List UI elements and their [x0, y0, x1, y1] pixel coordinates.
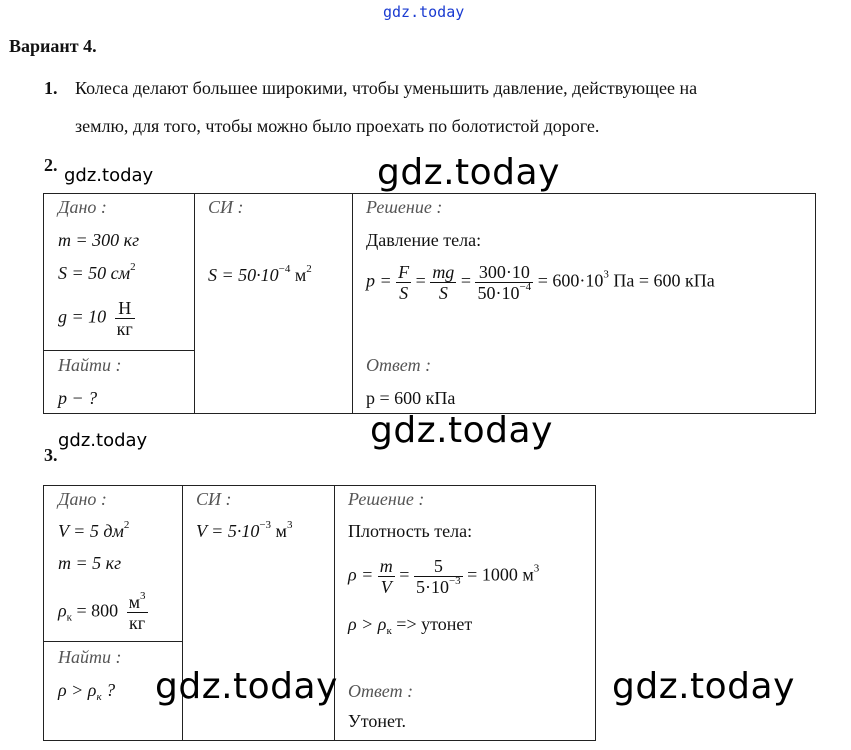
variant-title: Вариант 4.: [9, 36, 97, 56]
watermark-big-4: gdz.today: [612, 666, 795, 707]
task2-solution-label: Решение :: [366, 197, 443, 217]
watermark-big-1: gdz.today: [377, 152, 560, 193]
task3-solution-title: Плотность тела:: [348, 521, 473, 541]
task2-answer: p = 600 кПа: [366, 388, 456, 408]
task2-given-label: Дано :: [58, 197, 107, 217]
task2-number: 2.: [44, 155, 58, 175]
task1-number: 1.: [44, 78, 58, 98]
rho-unit-fraction: $\frac{м^3}{кг}$: [128, 590, 146, 633]
task3-answer-label: Ответ :: [348, 681, 414, 701]
task3-given-m: m = 5 кг: [58, 553, 122, 573]
task2-si-value: $S = 50\cdot 10^{-4}$ $м^2$: [208, 263, 312, 285]
task2-given-S: S = 50 $см^2$: [58, 261, 136, 283]
watermark-small-2: gdz.today: [58, 430, 148, 451]
task2-given-g: g = 10 $\frac{Н}{кг}$: [58, 298, 133, 339]
task3-find-label: Найти :: [58, 647, 122, 667]
task3-given-rho: $\rho_к = 800$ $\frac{м^3}{кг}$: [58, 590, 146, 633]
task2-si-label: СИ :: [208, 197, 244, 217]
task3-formula: ρ = $\frac{m}{V}$ = $\frac{5}{5\cdot 10^{-3}}$ = 1000 $м^3$: [348, 556, 540, 597]
task1-line1: Колеса делают большее широкими, чтобы уменьшить давление, действующее на: [75, 78, 698, 98]
task2-solution-cell: [352, 193, 816, 414]
task2-formula: p = $\frac{F}{S}$ = $\frac{mg}{S}$ = $\frac{300\cdot 10}{50\cdot 10^{-4}}$ = $600\cdot 10^3$ Па = 600 кПа: [366, 262, 715, 303]
task3-solution-label: Решение :: [348, 489, 425, 509]
task3-si-value: $V = 5\cdot 10^{-3}$ $м^3$: [196, 519, 293, 541]
g-unit-fraction: $\frac{Н}{кг}$: [116, 298, 133, 339]
task2-find: p − ?: [58, 388, 98, 408]
task2-answer-label: Ответ :: [366, 355, 432, 375]
watermark-big-2: gdz.today: [370, 410, 553, 451]
task3-compare: $\rho > \rho_к$ => утонет: [348, 614, 473, 637]
task2-find-label: Найти :: [58, 355, 122, 375]
task1-line2: землю, для того, чтобы можно было проехать по болотистой дороге.: [75, 116, 600, 136]
watermark-top: gdz.today: [383, 3, 465, 21]
task2-si-cell: [194, 193, 353, 414]
task2-given-m: m = 300 кг: [58, 230, 140, 250]
task3-number: 3.: [44, 445, 58, 465]
task3-answer: Утонет.: [348, 711, 407, 731]
task3-given-V: V = 5 $дм^2$: [58, 519, 130, 541]
task3-si-label: СИ :: [196, 489, 232, 509]
watermark-big-3: gdz.today: [155, 666, 338, 707]
watermark-small-1: gdz.today: [64, 165, 154, 186]
task3-given-label: Дано :: [58, 489, 107, 509]
task2-solution-title: Давление тела:: [366, 230, 482, 250]
task3-find: $\rho > \rho_к$ ?: [58, 680, 116, 703]
